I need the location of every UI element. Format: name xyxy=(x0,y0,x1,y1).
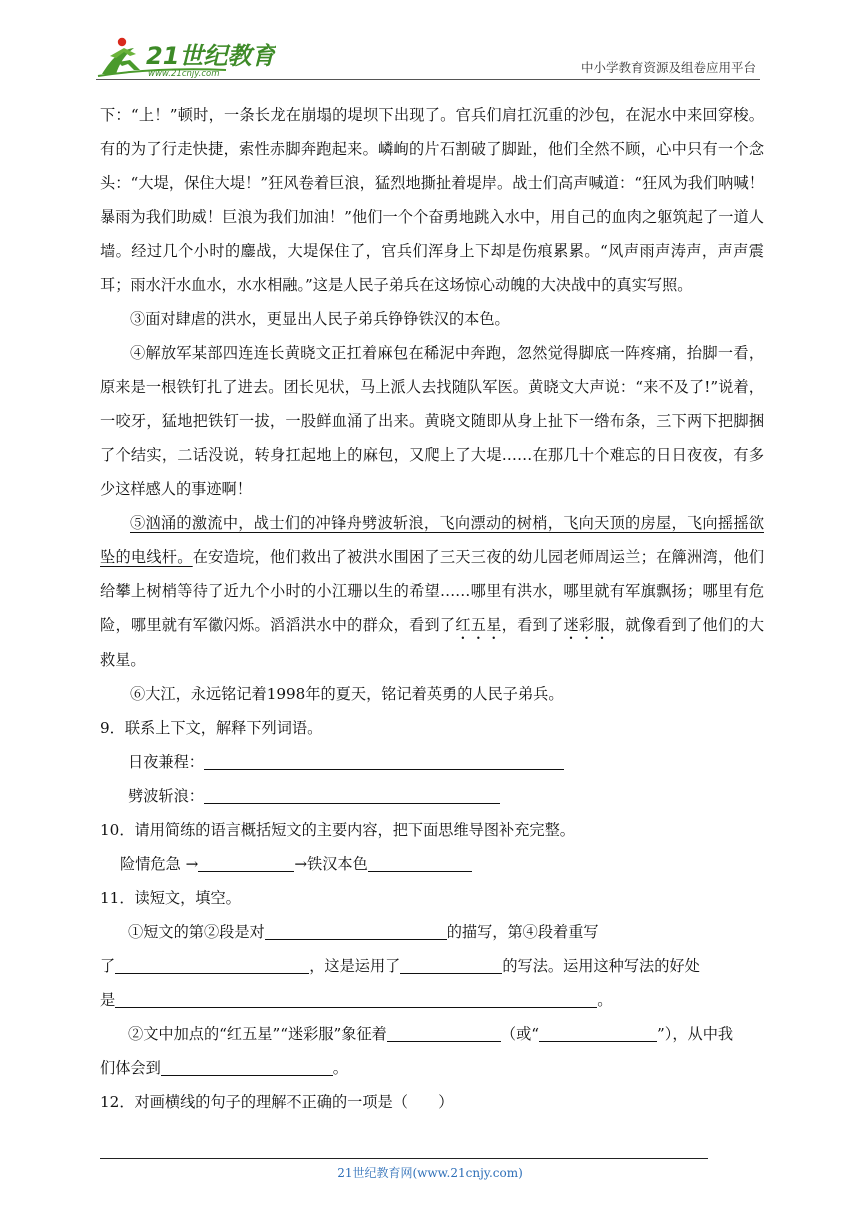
q11-2-text-b: （或“ xyxy=(500,1025,540,1043)
paragraph-5 xyxy=(100,506,764,677)
article-content xyxy=(100,98,764,1119)
question-11-part-1-line-1 xyxy=(100,915,764,949)
term-2-label: 劈波斩浪： xyxy=(128,787,204,805)
footer-text[interactable]: 21世纪教育网(www.21cnjy.com) xyxy=(337,1166,523,1180)
paragraph-3: ③面对肆虐的洪水，更显出人民子弟兵铮铮铁汉的本色。 xyxy=(130,310,510,328)
q11-1-blank-4[interactable] xyxy=(115,989,597,1008)
q11-2-blank-3[interactable] xyxy=(161,1057,333,1076)
question-11-part-1-line-2 xyxy=(100,949,764,983)
q11-1-text-a: ①短文的第②段是对 xyxy=(128,923,265,941)
term-1-answer-blank[interactable] xyxy=(204,751,564,770)
q11-2-text-e: 。 xyxy=(332,1059,348,1077)
logo-url-text: www.21cnjy.com xyxy=(148,69,220,78)
underlined-sentence: ⑤汹涌的激流中，战士们的冲锋舟劈波斩浪，飞向漂动的树梢，飞向天顶的房屋，飞向摇摇欲坠的电线杆。 xyxy=(100,514,764,566)
header-divider xyxy=(96,79,760,80)
q11-1-blank-1[interactable] xyxy=(265,921,447,940)
paragraph-4: ④解放军某部四连连长黄晓文正扛着麻包在稀泥中奔跑，忽然觉得脚底一阵疼痛，抬脚一看，原来是一根铁钉扎了进去。团长见状，马上派人去找随队军医。黄晓文大声说：“来不及了!”说着，一咬牙，猛地把铁钉一拔，一股鲜血涌了出来。黄晓文随即从身上扯下一绺布条，三下两下把脚捆了个结实，二话没说，转身扛起地上的麻包，又爬上了大堤……在那几十个难忘的日日夜夜，有多少这样感人的事迹啊！ xyxy=(100,344,764,498)
q11-2-text-c: ”），从中我 xyxy=(657,1025,734,1043)
question-12: 12．对画横线的句子的理解不正确的一项是（ ） xyxy=(100,1093,454,1111)
paragraph-5-text-a: 在安造垸，他们救出了被洪水围困了三天三夜的幼儿园老师周运兰；在簰洲湾，他们给攀上树梢等待了近九个小时的小江珊以生的希望……哪里有洪水，哪里就有军旗飘扬；哪里有危险，哪里就有军徽闪烁。滔滔洪水中的群众，看到了 xyxy=(100,548,765,634)
q11-1-blank-2[interactable] xyxy=(115,955,309,974)
question-10: 10．请用简练的语言概括短文的主要内容，把下面思维导图补充完整。 xyxy=(100,821,575,839)
mind-map-mid: 铁汉本色 xyxy=(307,855,368,873)
mind-map-row xyxy=(100,847,764,881)
paragraph-6: ⑥大江，永远铭记着1998年的夏天，铭记着英勇的人民子弟兵。 xyxy=(130,685,564,703)
q11-2-blank-2[interactable] xyxy=(539,1023,657,1042)
q11-2-text-a: ②文中加点的“红五星”“迷彩服”象征着 xyxy=(128,1025,387,1043)
logo-text: 21世纪教育 xyxy=(146,42,276,70)
question-11: 11．读短文，填空。 xyxy=(100,889,241,907)
mind-map-blank-1[interactable] xyxy=(198,853,294,872)
mind-map-start: 险情危急 → xyxy=(120,855,199,873)
q11-2-text-d: 们体会到 xyxy=(100,1059,161,1077)
q11-2-blank-1[interactable] xyxy=(387,1023,501,1042)
mind-map-arrow: → xyxy=(294,855,308,873)
term-2-answer-blank[interactable] xyxy=(204,785,500,804)
q11-1-text-d: ，这是运用了 xyxy=(309,957,401,975)
q11-1-blank-3[interactable] xyxy=(400,955,502,974)
q11-1-text-e: 的写法。运用这种写法的好处 xyxy=(502,957,700,975)
footer-divider xyxy=(100,1158,708,1159)
q11-1-text-g: 。 xyxy=(597,991,613,1009)
question-11-part-2-line-1 xyxy=(100,1017,764,1051)
q11-1-text-b: 的描写，第④段着重写 xyxy=(446,923,599,941)
site-logo[interactable] xyxy=(96,34,276,78)
q11-1-text-f: 是 xyxy=(100,991,116,1009)
runner-logo-icon xyxy=(96,34,276,78)
platform-name: 中小学教育资源及组卷应用平台 xyxy=(580,60,756,75)
q11-1-text-c: 了 xyxy=(100,957,116,975)
paragraph-2-continued: 下：“上！”顿时，一条长龙在崩塌的堤坝下出现了。官兵们肩扛沉重的沙包，在泥水中来回穿梭。有的为了行走快捷，索性赤脚奔跑起来。嶙峋的片石割破了脚趾，他们全然不顾，心中只有一个念头：“大堤，保住大堤！”狂风卷着巨浪，猛烈地撕扯着堤岸。战士们高声喊道：“狂风为我们呐喊！暴雨为我们助威！巨浪为我们加油！”他们一个个奋勇地跳入水中，用自己的血肉之躯筑起了一道人墙。经过几个小时的鏖战，大堤保住了，官兵们浑身上下却是伤痕累累。“风声雨声涛声，声声震耳；雨水汗水血水，水水相融。”这是人民子弟兵在这场惊心动魄的大决战中的真实写照。 xyxy=(100,106,764,294)
question-11-part-2-line-2 xyxy=(100,1051,764,1085)
paragraph-5-text-b: ，看到了 xyxy=(501,616,564,634)
question-11-part-1-line-3 xyxy=(100,983,764,1017)
question-9: 9．联系上下文，解释下列词语。 xyxy=(100,719,323,737)
dotted-word-red-star: 红五星 xyxy=(455,616,502,634)
question-9-term-1 xyxy=(100,745,764,779)
question-9-term-2 xyxy=(100,779,764,813)
dotted-word-camouflage: 迷彩服 xyxy=(563,616,610,634)
page-header xyxy=(96,34,760,80)
term-1-label: 日夜兼程： xyxy=(128,753,204,771)
paragraph-5-text-c: ，就像看到了他们的大救星。 xyxy=(100,616,765,669)
mind-map-blank-2[interactable] xyxy=(368,853,472,872)
